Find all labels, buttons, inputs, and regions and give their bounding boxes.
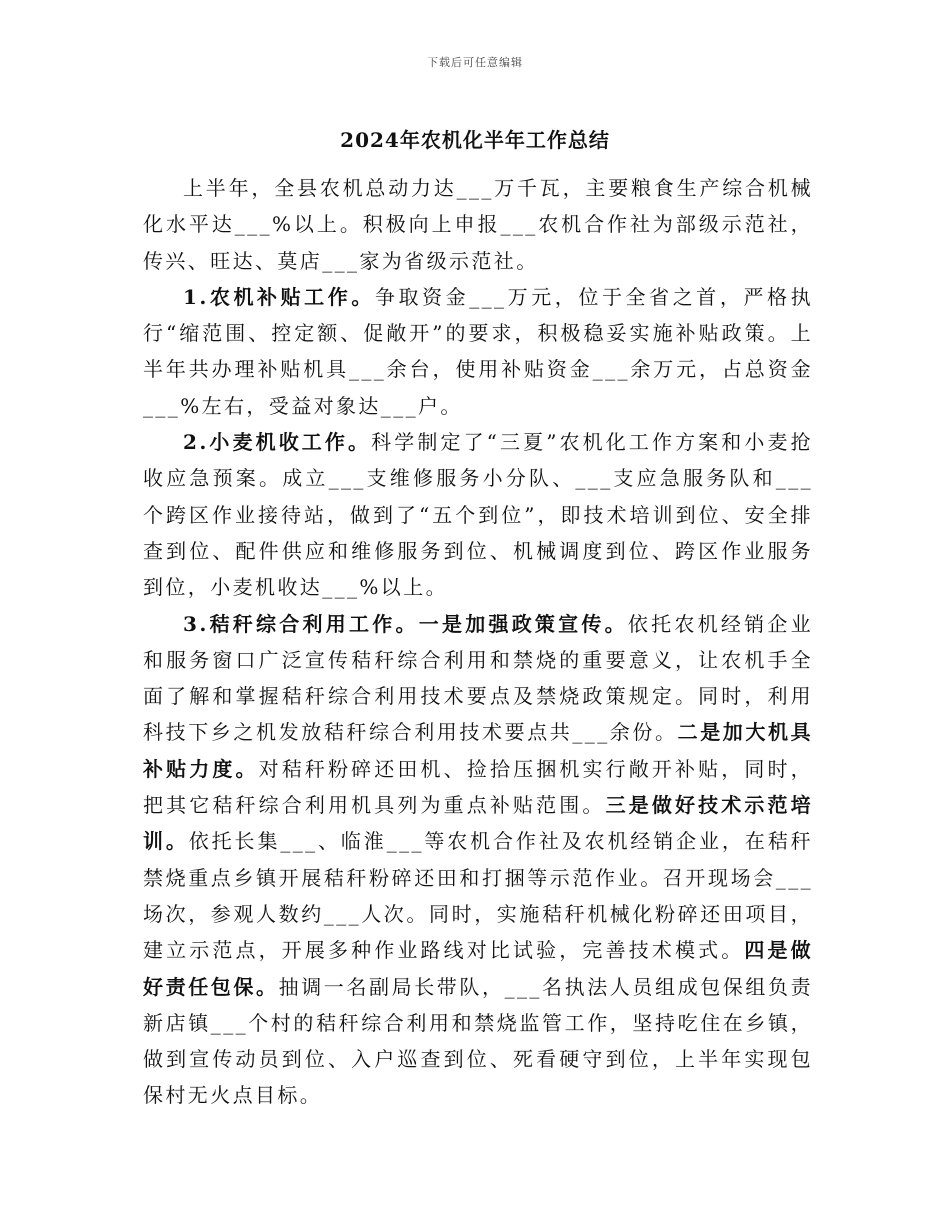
section-heading-subsidy: 1.农机补贴工作。 (183, 284, 375, 309)
document-title: 2024年农机化半年工作总结 (340, 128, 610, 152)
subpoint-text-4: 抽调一名副局长带队，___名执法人员组成包保组负责新店镇___个村的秸秆综合利用和禁烧监管工作，坚持吃住在乡镇，做到宣传动员到位、入户巡查到位、死看硬守到位，上半年实现包保村无火点目标。 (143, 974, 814, 1108)
paragraph-straw-utilization (143, 606, 813, 1114)
subpoint-text-1: 依托农机经销企业和服务窗口广泛宣传秸秆综合利用和禁烧的重要意义，让农机手全面了解和掌握秸秆综合利用技术要点及禁烧政策规定。同时，利用科技下乡之机发放秸秆综合利用技术要点共___余份。 (143, 611, 814, 745)
subpoint-heading-2: 二是加大机具补贴力度。 (143, 720, 814, 781)
paragraph-intro (143, 170, 813, 279)
subpoint-text-2: 对秸秆粉碎还田机、捡拾压捆机实行敞开补贴，同时，把其它秸秆综合利用机具列为重点补贴范围。 (143, 756, 814, 818)
section-heading-straw-utilization: 3.秸秆综合利用工作。 (183, 611, 419, 636)
paragraph-intro-text: 上半年，全县农机总动力达___万千瓦，主要粮食生产综合机械化水平达___%以上。积极向上申报___农机合作社为部级示范社，传兴、旺达、莫店___家为省级示范社。 (143, 176, 813, 273)
subpoint-heading-4: 四是做好责任包保。 (143, 938, 814, 999)
subpoint-heading-1: 一是加强政策宣传。 (418, 611, 628, 636)
section-heading-wheat-harvest: 2.小麦机收工作。 (183, 430, 372, 455)
paragraph-subsidy-text: 争取资金___万元，位于全省之首，严格执行“缩范围、控定额、促敞开”的要求，积极稳妥实施补贴政策。上半年共办理补贴机具___余台，使用补贴资金___余万元，占总资金___%左右，受益对象达___户。 (143, 284, 814, 418)
paragraph-wheat-harvest-text: 科学制定了“三夏”农机化工作方案和小麦抢收应急预案。成立___支维修服务小分队、___支应急服务队和___个跨区作业接待站，做到了“五个到位”，即技术培训到位、安全排查到位、配件供应和维修服务到位、机械调度到位、跨区作业服务到位，小麦机收达___%以上。 (143, 430, 814, 600)
paragraph-wheat-harvest (143, 424, 813, 605)
document-body (143, 170, 813, 1114)
subpoint-text-3: 依托长集___、临淮___等农机合作社及农机经销企业，在秸秆禁烧重点乡镇开展秸秆粉碎还田和打捆等示范作业。召开现场会___场次，参观人数约___人次。同时，实施秸秆机械化粉碎还田项目，建立示范点，开展多种作业路线对比试验，完善技术模式。 (143, 829, 813, 963)
subpoint-heading-3: 三是做好技术示范培训。 (143, 793, 814, 854)
paragraph-subsidy (143, 279, 813, 424)
page-header-note: 下载后可任意编辑 (427, 56, 523, 69)
